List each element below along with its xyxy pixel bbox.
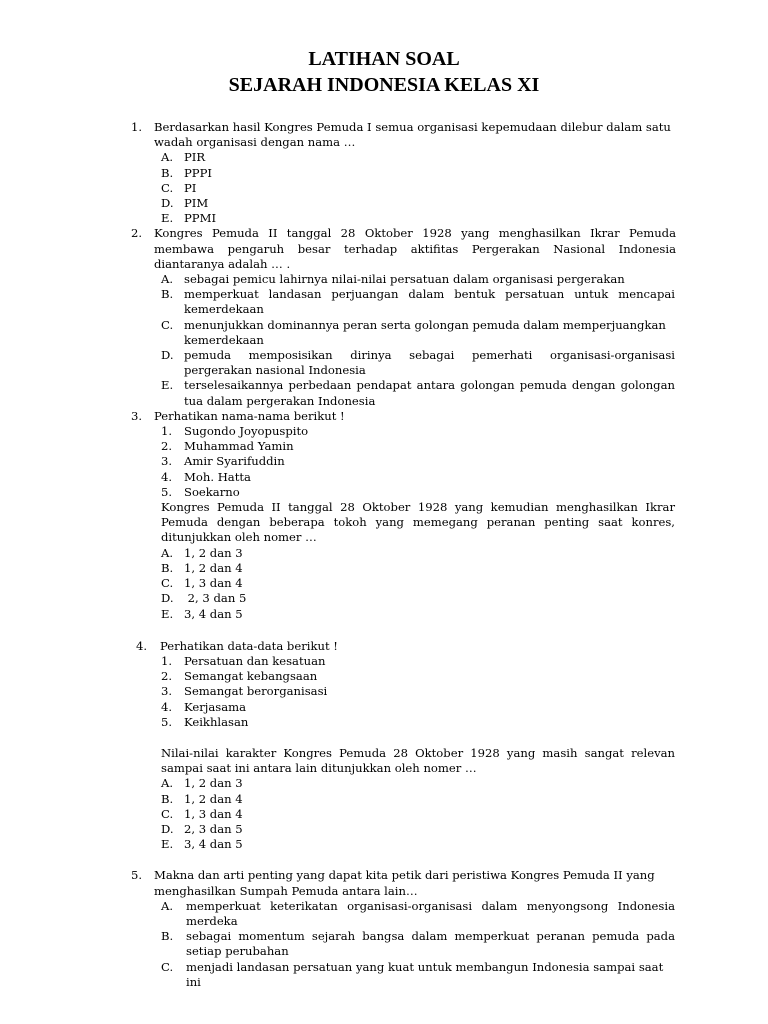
question-4 [0, 639, 768, 853]
option-e [161, 211, 675, 226]
question-3 [0, 409, 768, 622]
item-text: Moh. Hatta [184, 469, 251, 484]
option-label: A. [161, 776, 174, 791]
item-text: Amir Syarifuddin [184, 454, 285, 469]
option-text: 1, 3 dan 4 [184, 576, 243, 591]
list-item [161, 485, 675, 500]
option-d [161, 196, 675, 211]
option-label: E. [161, 837, 174, 852]
item-text: Muhammad Yamin [184, 439, 294, 454]
option-label: B. [161, 791, 174, 806]
question-number: 5. [131, 868, 143, 883]
option-label: C. [161, 806, 174, 821]
item-text: Semangat kebangsaan [184, 669, 318, 684]
spacer [0, 622, 768, 639]
option-text: menjadi landasan persatuan yang kuat untuk membangun Indonesia sampai saat ini [186, 959, 664, 989]
option-label: D. [161, 196, 174, 211]
option-label: C. [161, 576, 174, 591]
item-text: Keikhlasan [184, 714, 249, 729]
list-item [161, 454, 675, 469]
option-e [161, 378, 675, 408]
option-text: PPPI [184, 165, 212, 180]
item-text: Sugondo Joyopuspito [184, 424, 309, 439]
option-label: C. [161, 317, 174, 332]
option-e [161, 607, 675, 622]
question-list [0, 120, 768, 990]
option-text: sebagai pemicu lahirnya nilai-nilai persatuan dalam organisasi pergerakan [184, 272, 625, 287]
answer-options [0, 776, 768, 852]
item-number: 1. [161, 424, 173, 439]
question-stem: Perhatikan data-data berikut ! [160, 638, 338, 653]
list-item [161, 470, 675, 485]
option-label: D. [161, 348, 174, 363]
option-text: 3, 4 dan 5 [184, 606, 243, 621]
answer-options [0, 546, 768, 622]
option-text: menunjukkan dominannya peran serta golongan pemuda dalam memperjuangkan kemerdekaan [184, 317, 666, 347]
answer-options [0, 272, 768, 409]
option-d [161, 348, 675, 378]
option-text: terselesaikannya perbedaan pendapat antara golongan pemuda dengan golongan tua dalam pergerakan Indonesia [184, 378, 675, 408]
option-b [161, 561, 675, 576]
question-number: 1. [131, 120, 143, 134]
document-title: LATIHAN SOAL [308, 48, 460, 70]
option-text: 1, 2 dan 4 [184, 791, 243, 806]
option-label: A. [161, 272, 174, 287]
option-text: sebagai momentum sejarah bangsa dalam memperkuat peranan pemuda pada setiap perubahan [186, 929, 675, 959]
question-5 [0, 868, 768, 990]
option-text: 2, 3 dan 5 [184, 821, 243, 836]
option-text: PIM [184, 196, 209, 211]
list-item [161, 700, 675, 715]
option-d [161, 822, 675, 837]
option-text: memperkuat landasan perjuangan dalam bentuk persatuan untuk mencapai kemerdekaan [184, 287, 675, 317]
option-text: 1, 2 dan 3 [184, 545, 243, 560]
list-item [161, 439, 675, 454]
item-text: Soekarno [184, 484, 240, 499]
spacer [0, 852, 768, 868]
option-label: C. [161, 959, 174, 974]
option-label: B. [161, 165, 174, 180]
answer-options [0, 899, 768, 990]
option-c [161, 960, 675, 990]
name-list [0, 424, 768, 500]
list-item [161, 669, 675, 684]
list-item [161, 654, 675, 669]
question-2 [0, 226, 768, 408]
option-a [161, 776, 675, 791]
item-number: 5. [161, 484, 173, 499]
option-text: pemuda memposisikan dirinya sebagai pemerhati organisasi-organisasi pergerakan nasional Indonesia [184, 348, 675, 378]
option-a [161, 899, 675, 929]
item-text: Persatuan dan kesatuan [184, 653, 326, 668]
question-1 [0, 120, 768, 226]
item-number: 4. [161, 699, 173, 714]
option-label: E. [161, 378, 174, 393]
option-c [161, 181, 675, 196]
option-label: C. [161, 180, 174, 195]
option-b [161, 929, 675, 959]
option-text: PI [184, 180, 197, 195]
option-label: B. [161, 287, 174, 302]
option-text: 3, 4 dan 5 [184, 837, 243, 852]
item-text: Semangat berorganisasi [184, 684, 328, 699]
question-number: 4. [136, 638, 148, 653]
option-label: A. [161, 150, 174, 165]
option-label: A. [161, 545, 174, 560]
item-text: Kerjasama [184, 699, 247, 714]
option-text: memperkuat keterikatan organisasi-organisasi dalam menyongsong Indonesia merdeka [186, 898, 675, 928]
option-c [161, 576, 675, 591]
option-text: 1, 3 dan 4 [184, 806, 243, 821]
item-number: 3. [161, 684, 173, 699]
question-number: 2. [131, 226, 143, 241]
option-text: 1, 2 dan 3 [184, 776, 243, 791]
option-label: A. [161, 898, 174, 913]
question-stem: Makna dan arti penting yang dapat kita petik dari peristiwa Kongres Pemuda II yang menghasilkan Sumpah Pemuda antara lain… [154, 868, 655, 898]
option-text: PIR [184, 150, 206, 165]
option-b [161, 166, 675, 181]
option-label: B. [161, 560, 174, 575]
list-item [161, 684, 675, 699]
question-stem: Perhatikan nama-nama berikut ! [154, 408, 345, 423]
question-stem: Kongres Pemuda II tanggal 28 Oktober 1928 yang menghasilkan Ikrar Pemuda membawa pengaruh besar terhadap aktifitas Pergerakan Nasional Indonesia diantaranya adalah … . [154, 226, 676, 271]
option-label: D. [161, 591, 174, 606]
option-label: E. [161, 606, 174, 621]
list-item [161, 424, 675, 439]
item-number: 5. [161, 714, 173, 729]
answer-options [0, 150, 768, 226]
option-a [161, 546, 675, 561]
document-subtitle: SEJARAH INDONESIA KELAS XI [228, 74, 540, 96]
option-a [161, 150, 675, 165]
option-label: E. [161, 211, 174, 226]
question-number: 3. [131, 408, 143, 423]
question-stem: Berdasarkan hasil Kongres Pemuda I semua organisasi kepemudaan dilebur dalam satu wadah organisasi dengan nama … [154, 120, 671, 150]
option-text: 2, 3 dan 5 [184, 591, 247, 606]
item-number: 1. [161, 653, 173, 668]
option-label: B. [161, 929, 174, 944]
item-number: 2. [161, 439, 173, 454]
option-a [161, 272, 675, 287]
question-paragraph: Nilai-nilai karakter Kongres Pemuda 28 Oktober 1928 yang masih sangat relevan sampai saat ini antara lain ditunjukkan oleh nomer … [161, 745, 675, 776]
spacer [0, 730, 768, 746]
question-paragraph: Kongres Pemuda II tanggal 28 Oktober 1928 yang kemudian menghasilkan Ikrar Pemuda dengan beberapa tokoh yang memegang peranan penting saat konres, ditunjukkan oleh nomer … [161, 500, 675, 545]
option-b [161, 287, 675, 317]
item-number: 4. [161, 469, 173, 484]
item-number: 2. [161, 669, 173, 684]
list-item [161, 715, 675, 730]
option-d [161, 591, 675, 606]
option-b [161, 792, 675, 807]
option-text: PPMI [184, 211, 217, 226]
option-c [161, 318, 675, 348]
data-list [0, 654, 768, 730]
item-number: 3. [161, 454, 173, 469]
option-c [161, 807, 675, 822]
option-e [161, 837, 675, 852]
option-text: 1, 2 dan 4 [184, 560, 243, 575]
option-label: D. [161, 821, 174, 836]
